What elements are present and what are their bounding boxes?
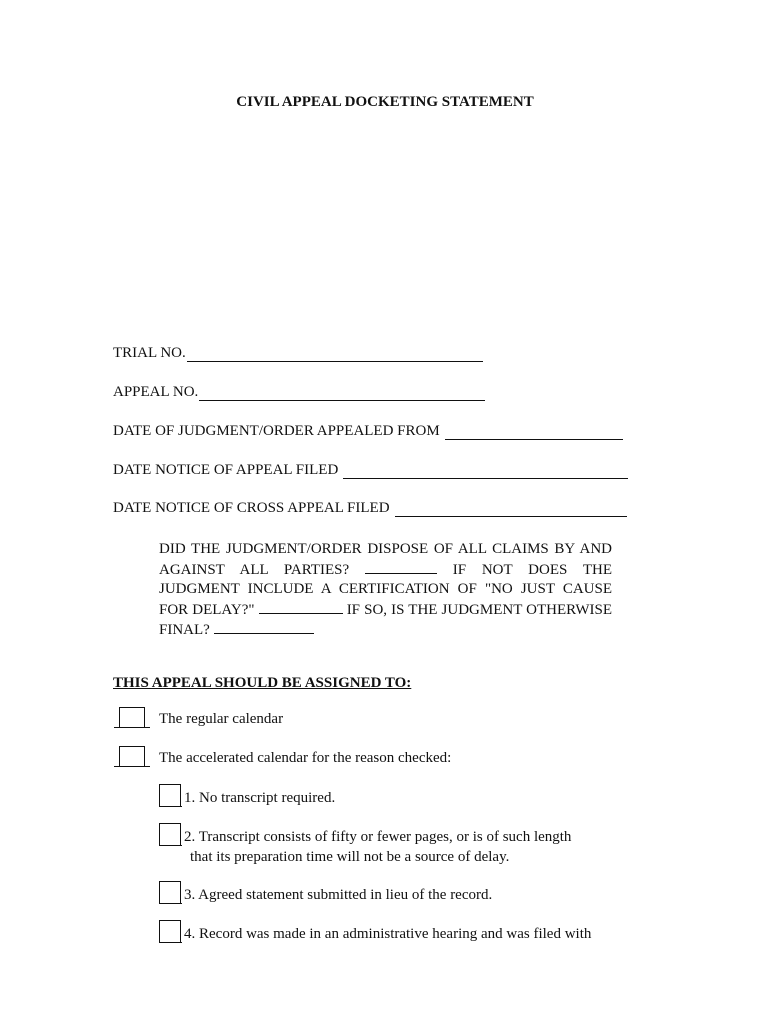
date-judgment-field — [113, 423, 623, 440]
trial-no-label: TRIAL NO. — [113, 345, 186, 361]
reason-2-continuation: that its preparation time will not be a source of delay. — [190, 849, 510, 865]
date-cross-label: DATE NOTICE OF CROSS APPEAL FILED — [113, 500, 390, 516]
trial-no-field — [113, 345, 483, 362]
appeal-no-field — [113, 384, 485, 401]
date-judgment-label: DATE OF JUDGMENT/ORDER APPEALED FROM — [113, 423, 440, 439]
dispose-all-claims-blank[interactable] — [365, 560, 437, 574]
date-cross-field — [113, 500, 627, 517]
reason-2-checkbox[interactable] — [159, 823, 181, 846]
assignment-heading: THIS APPEAL SHOULD BE ASSIGNED TO: — [113, 675, 412, 691]
question-part-2: IF NOT DOES THE JUDGMENT INCLUDE A CERTIFICATION OF "NO JUST CAUSE FOR DELAY?" — [159, 561, 613, 618]
option-regular-calendar — [119, 707, 283, 728]
regular-calendar-label: The regular calendar — [159, 711, 284, 727]
reason-3 — [159, 881, 492, 904]
otherwise-final-blank[interactable] — [214, 620, 314, 634]
date-notice-input[interactable] — [343, 464, 628, 479]
reason-1 — [159, 784, 335, 807]
reason-3-checkbox[interactable] — [159, 881, 181, 904]
appeal-no-label: APPEAL NO. — [113, 384, 199, 400]
option-accelerated-calendar — [119, 746, 451, 767]
accelerated-calendar-checkbox[interactable] — [119, 746, 145, 767]
reason-1-checkbox[interactable] — [159, 784, 181, 807]
reason-1-label: 1. No transcript required. — [184, 790, 336, 806]
accelerated-calendar-label: The accelerated calendar for the reason checked: — [159, 750, 452, 766]
appeal-no-input[interactable] — [199, 386, 485, 401]
question-part-1: DID THE JUDGMENT/ORDER DISPOSE OF ALL CLAIMS BY AND AGAINST ALL PARTIES? — [159, 541, 612, 578]
reason-4-label: 4. Record was made in an administrative hearing and was filed with — [184, 926, 592, 942]
certification-blank[interactable] — [259, 600, 343, 614]
question-part-3: IF SO, IS THE JUDGMENT OTHERWISE FINAL? — [159, 601, 613, 638]
reason-4-checkbox[interactable] — [159, 920, 181, 943]
reason-2-label: 2. Transcript consists of fifty or fewer pages, or is of such length — [184, 829, 572, 845]
date-notice-field — [113, 462, 628, 479]
final-judgment-question — [159, 540, 612, 641]
reason-2 — [159, 823, 571, 846]
reason-3-label: 3. Agreed statement submitted in lieu of the record. — [184, 887, 493, 903]
reason-4 — [159, 920, 591, 943]
date-cross-input[interactable] — [395, 502, 627, 517]
regular-calendar-checkbox[interactable] — [119, 707, 145, 728]
date-notice-label: DATE NOTICE OF APPEAL FILED — [113, 462, 339, 478]
date-judgment-input[interactable] — [445, 425, 623, 440]
trial-no-input[interactable] — [187, 347, 483, 362]
document-title: CIVIL APPEAL DOCKETING STATEMENT — [236, 94, 534, 110]
